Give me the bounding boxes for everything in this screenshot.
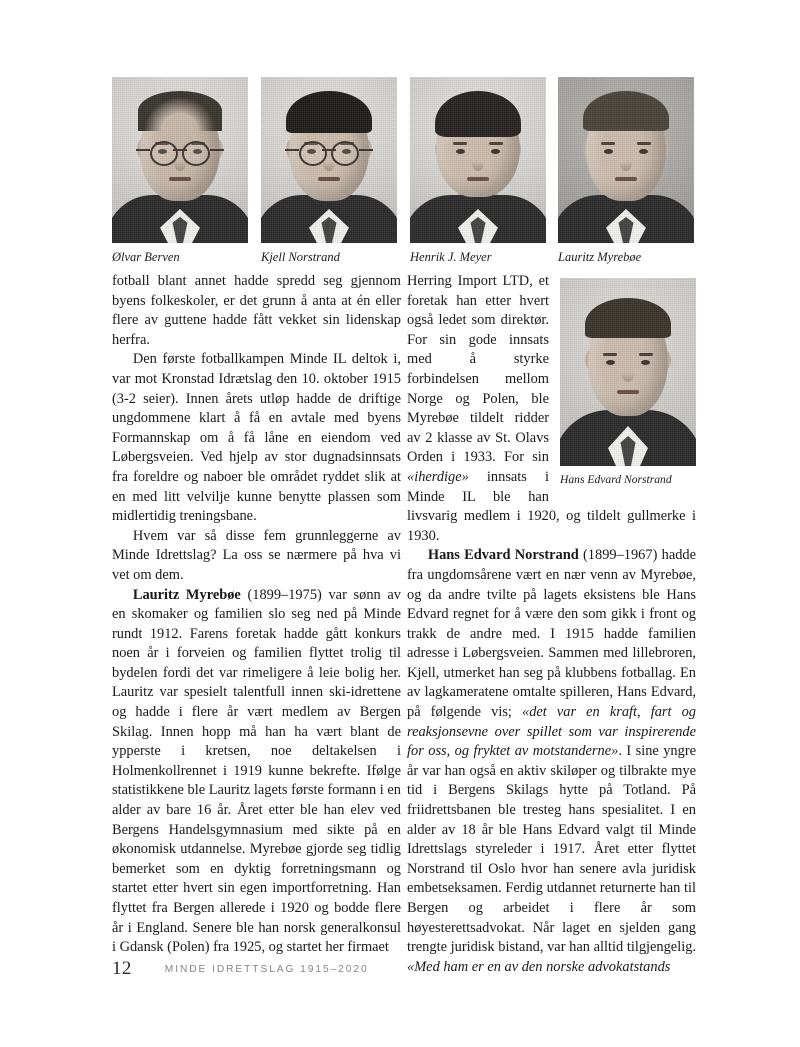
photo-caption: Kjell Norstrand [261, 250, 340, 264]
paragraph-text: (1899–1967) hadde fra ungdomsårene vært en nær venn av Myrebøe, og da andre tvilte på lagets eksistens ble Hans Edvard regnet for å være den som gikk i front og trakk de andre med. I 1915 hadde familien adresse i Løbergsveien. Sammen med lillebroren, Kjell, utmerket han seg på klubbens fotballag. En av lagkameratene omtalte spilleren, Hans Edvard, på følgende vis; [407, 547, 696, 721]
paragraph-lauritz-myreboe [112, 586, 401, 958]
biography-name-lead: Lauritz Myrebøe [132, 586, 241, 603]
page-footer [112, 958, 369, 980]
inset-photo-hans-edvard-norstrand [560, 278, 696, 487]
photo-cell-kjell-norstrand [261, 77, 397, 265]
photo-cell-lauritz-myreboe [558, 77, 694, 265]
photo-cell-olvar-berven [112, 77, 248, 265]
paragraph-text: (1899–1975) var sønn av en skomaker og familien slo seg ned på Minde rundt 1912. Farens foretak hadde gått konkurs noen år i forveien og familien flyttet trolig til bydelen fordi det var rimeligere å leie bolig her. Lauritz var spesielt talentfull innen ski-idrettene og hadde i flere år vært medlem av Bergen Skilag. Innen hopp må han ha vært blant de ypperste i kretsen, noe deltakelsen i Holmenkollrennet i 1919 kunne bekrefte. Ifølge statistikkene ble Lauritz lagets første formann i en alder av bare 16 år. Året etter ble han elev ved Bergens Handelsgymnasium med sikte på en økonomisk utdannelse. Myrebøe gjorde seg tidlig bemerket som en dyktig forretningsmann og startet etter hvert sin egen importforretning. Han flyttet fra Bergen allerede i 1920 og bodde flere år i England. Senere ble han norsk generalkonsul i Gdansk (Polen) fra 1925, og startet her firmaet [112, 586, 401, 956]
emphasis-iherdige: «iherdige» [407, 468, 469, 485]
paragraph: Den første fotballkampen Minde IL deltok i, var mot Kronstad Idrætslag den 10. oktober 1915 (3-2 seier). Innen årets utløp hadde de driftige ungdommene klart å få en avtale med byens Formannskap om å få låne en eiendom ved Løbergsveien. Ved hjelp av stor dugnadsinnsats fra foreldre og naboer ble området ryddet slik at en med litt velvilje kunne benytte plassen som midlertidig treningsbane. [112, 351, 401, 525]
quotation-closing: «Med ham er en av den norske advokatstands [407, 958, 671, 975]
founder-portrait-strip [112, 77, 696, 267]
paragraph-text: . I sine yngre år var han også en aktiv skiløper og tilbrakte mye tid i Bergens Skilags hytte på Totland. På friidrettsbanen ble tresteg hans spesialitet. I en alder av 18 år ble Hans Edvard valgt til Minde Idrettslags styreleder i 1917. Året etter flyttet Norstrand til Oslo hvor han senere avla juridisk embetseksamen. Ferdig utdannet returnerte han til Bergen og arbeidet i flere år som høyesterettsadvokat. Når laget en sjelden gang trengte juridisk bistand, var han alltid tilgjengelig. [407, 743, 696, 956]
body-column-left [112, 272, 401, 958]
photo-caption: Hans Edvard Norstrand [560, 473, 672, 486]
body-column-right [407, 272, 696, 977]
photo-cell-henrik-j-meyer [410, 77, 546, 265]
photo-caption: Henrik J. Meyer [410, 250, 492, 264]
paragraph-text: Herring Import LTD, et foretak han etter hvert også ledet som direktør. For sin gode innsats med å styrke forbindelsen mellom Norge og Polen, ble Myrebøe tildelt ridder av 2 klasse av St. Olavs Orden i 1933. For sin [407, 273, 549, 466]
paragraph-text: innsats i Minde IL ble han livsvarig medlem i 1920, og tildelt gullmerke i 1930. [407, 468, 696, 544]
portrait-henrik-j-meyer [410, 77, 546, 243]
paragraph-hans-edvard-norstrand [407, 546, 696, 977]
page-number: 12 [112, 958, 132, 979]
photo-caption: Ølvar Berven [112, 250, 180, 264]
portrait-hans-edvard-norstrand [560, 278, 696, 466]
portrait-kjell-norstrand [261, 77, 397, 243]
photo-caption: Lauritz Myrebøe [558, 250, 642, 264]
running-head: MINDE IDRETTSLAG 1915–2020 [164, 964, 369, 975]
portrait-olvar-berven [112, 77, 248, 243]
quotation-teammate: «det var en kraft, fart og reaksjonsevne over spillet som var inspirerende for oss, og fryktet av motstanderne» [407, 704, 696, 760]
biography-name-lead: Hans Edvard Norstrand [427, 547, 579, 564]
portrait-lauritz-myreboe [558, 77, 694, 243]
paragraph: Hvem var så disse fem grunnleggerne av Minde Idrettslag? La oss se nærmere på hva vi vet om dem. [112, 527, 401, 583]
paragraph: fotball blant annet hadde spredd seg gjennom byens folkeskoler, er det grunn å anta at én eller flere av guttene hadde fått vekket sin lidenskap herfra. [112, 273, 401, 348]
